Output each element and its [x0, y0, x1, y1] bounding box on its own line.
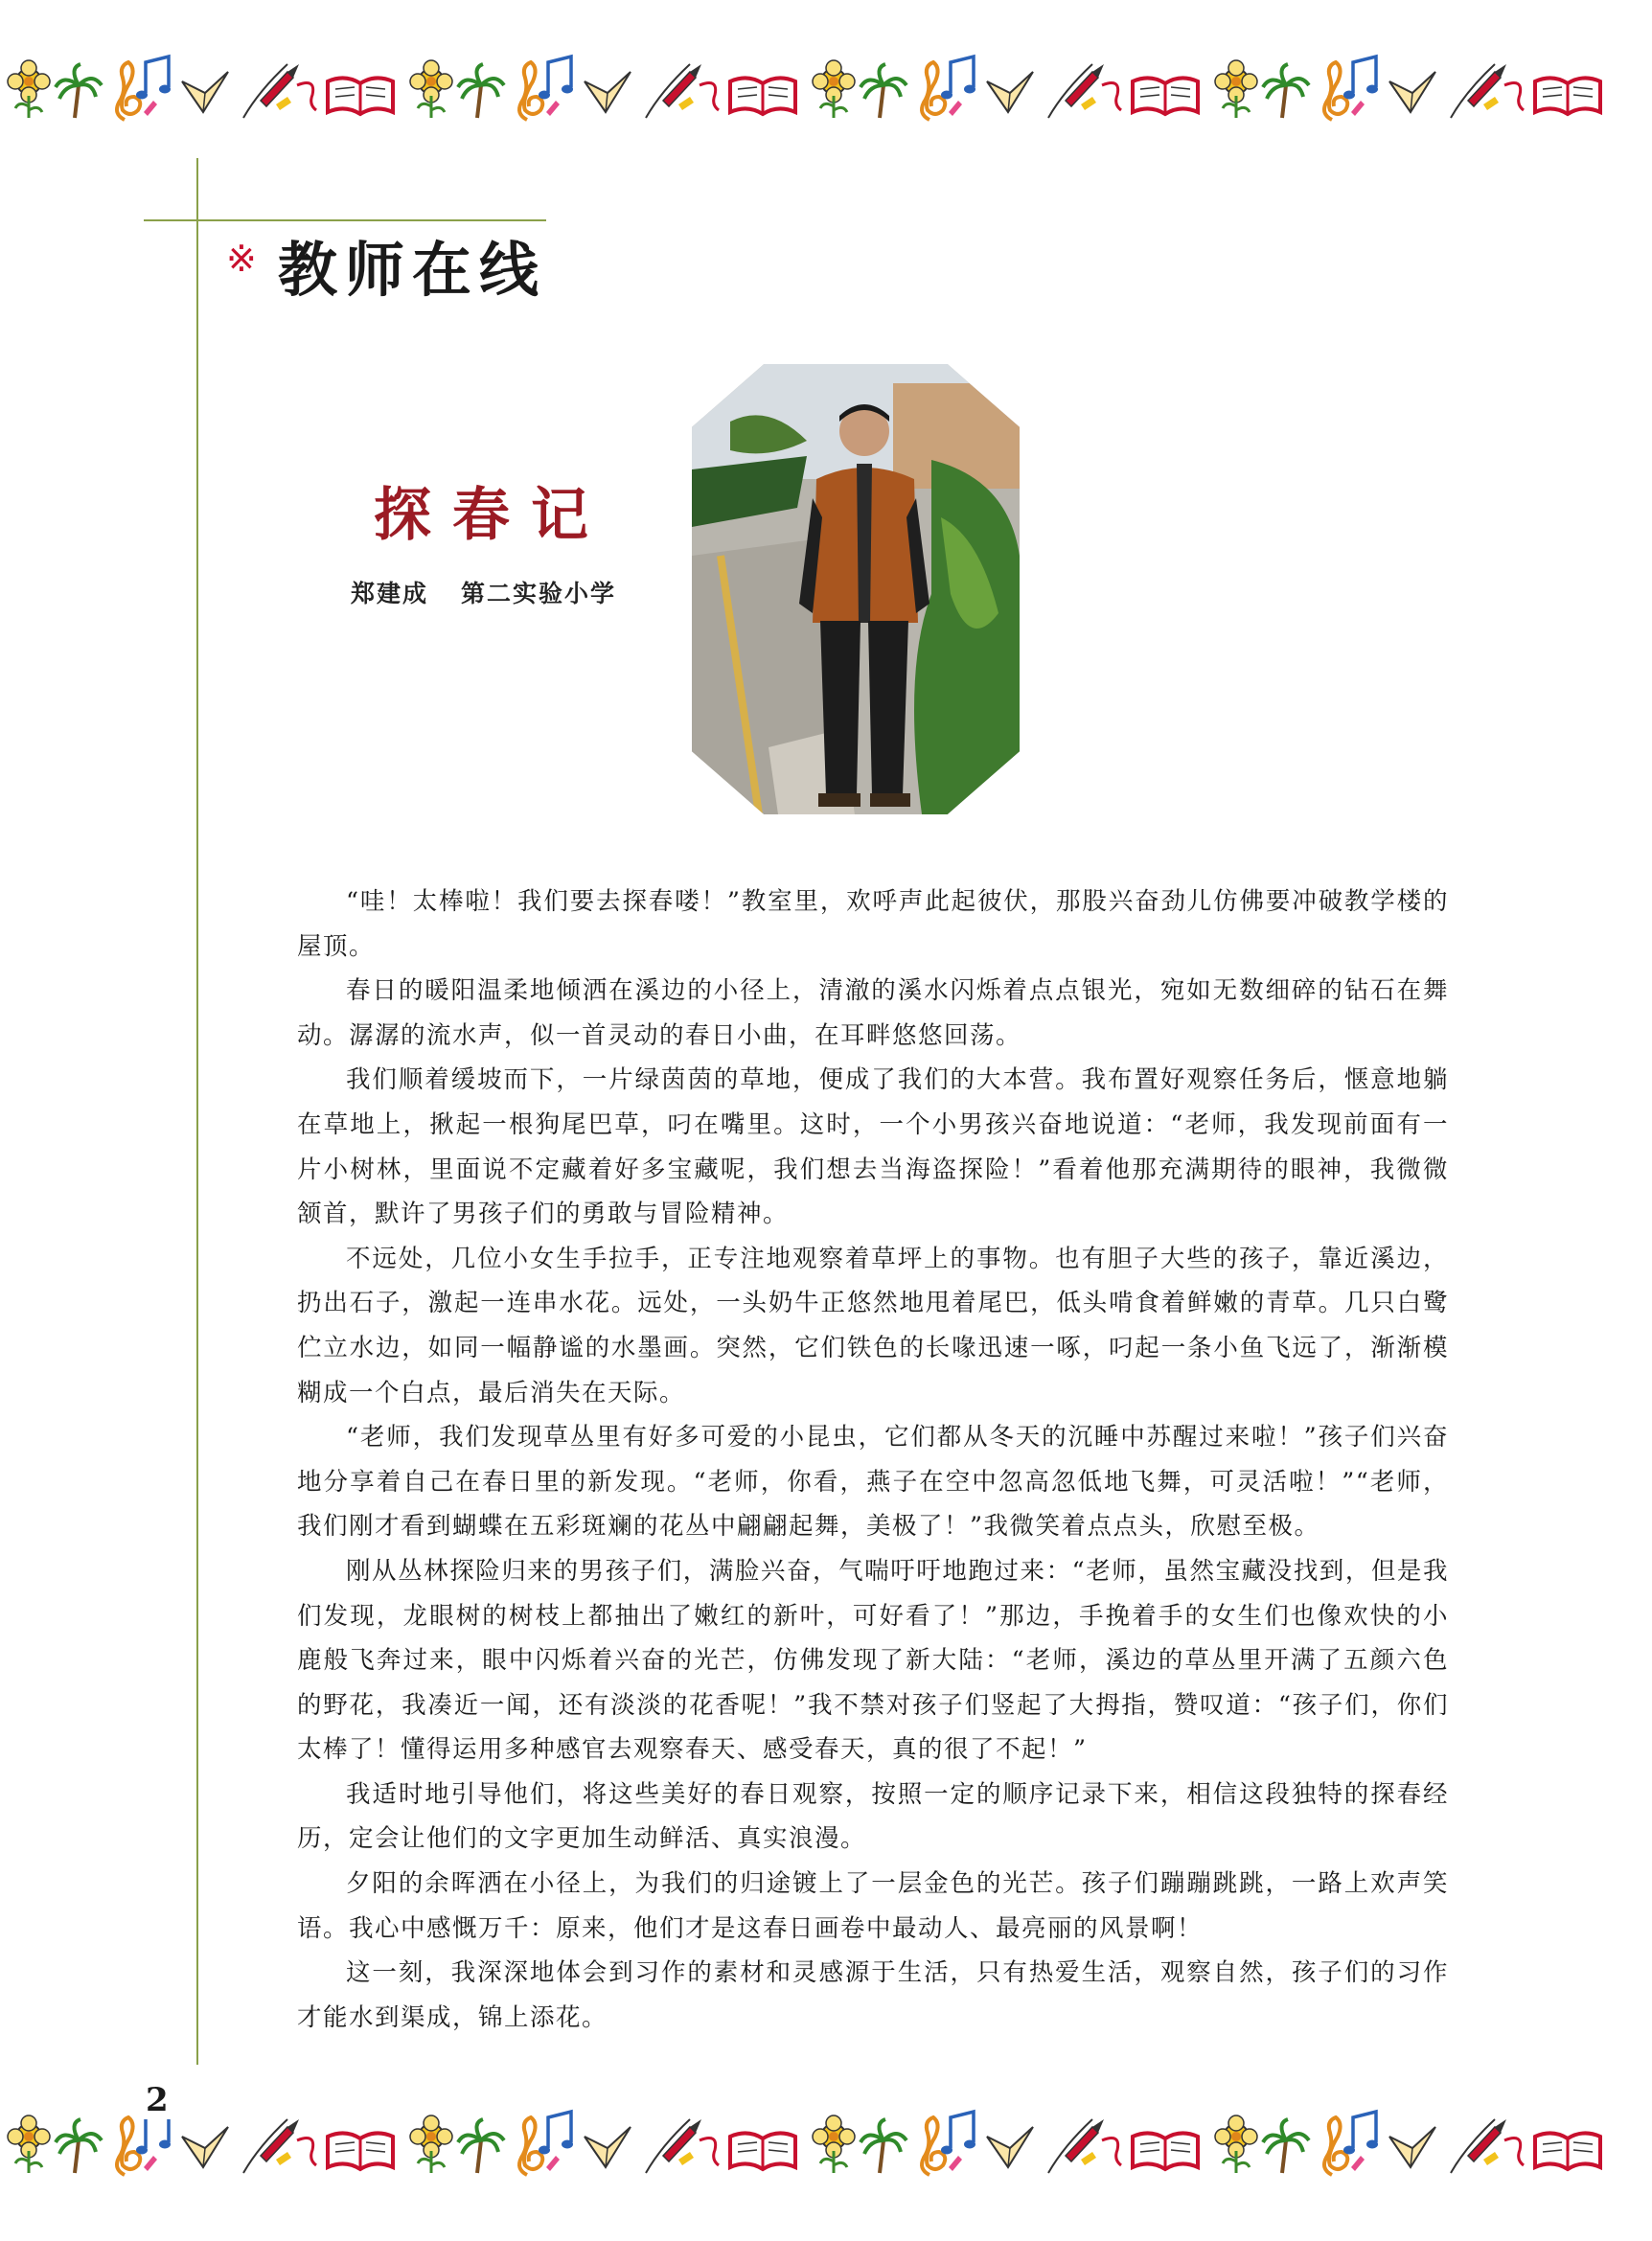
header-rule-horizontal [144, 219, 546, 221]
paragraph: “哇！太棒啦！我们要去探春喽！”教室里，欢呼声此起彼伏，那股兴奋劲儿仿佛要冲破教学楼的屋顶。 [297, 887, 1449, 961]
decorative-border-top [0, 43, 1652, 149]
author-school: 第二实验小学 [461, 580, 617, 607]
decorative-border-bottom [0, 2098, 1652, 2204]
paragraph: 我们顺着缓坡而下，一片绿茵茵的草地，便成了我们的大本营。我布置好观察任务后，惬意地躺在草地上，揪起一根狗尾巴草，叼在嘴里。这时，一个小男孩兴奋地说道：“老师，我发现前面有一片小树林，里面说不定藏着好多宝藏呢，我们想去当海盗探险！”看着他那充满期待的眼神，我微微颔首，默许了男孩子们的勇敢与冒险精神。 [297, 1065, 1449, 1229]
paragraph: 这一刻，我深深地体会到习作的素材和灵感源于生活，只有热爱生活，观察自然，孩子们的习作才能水到渠成，锦上添花。 [297, 1958, 1449, 2032]
article-title: 探春记 [374, 482, 609, 549]
author-name: 郑建成 [351, 580, 429, 607]
author-photo [692, 364, 1020, 814]
page-number: 2 [142, 2081, 172, 2119]
article-body [297, 880, 1449, 2040]
paragraph: 夕阳的余晖洒在小径上，为我们的归途镀上了一层金色的光芒。孩子们蹦蹦跳跳，一路上欢声笑语。我心中感慨万千：原来，他们才是这春日画卷中最动人、最亮丽的风景啊！ [297, 1869, 1449, 1943]
section-title: 教师在线 [278, 235, 547, 305]
paragraph: 春日的暖阳温柔地倾洒在溪边的小径上，清澈的溪水闪烁着点点银光，宛如无数细碎的钻石在舞动。潺潺的流水声，似一首灵动的春日小曲，在耳畔悠悠回荡。 [297, 976, 1449, 1050]
paragraph: 我适时地引导他们，将这些美好的春日观察，按照一定的顺序记录下来，相信这段独特的探春经历，定会让他们的文字更加生动鲜活、真实浪漫。 [297, 1779, 1449, 1854]
margin-rule-vertical [196, 158, 198, 2065]
paragraph: 不远处，几位小女生手拉手，正专注地观察着草坪上的事物。也有胆子大些的孩子，靠近溪边，扔出石子，激起一连串水花。远处，一头奶牛正悠然地甩着尾巴，低头啃食着鲜嫩的青草。几只白鹭伫立水边，如同一幅静谧的水墨画。突然，它们铁色的长喙迅速一啄，叼起一条小鱼飞远了，渐渐模糊成一个白点，最后消失在天际。 [297, 1244, 1449, 1407]
section-mark: ※ [226, 238, 257, 280]
paragraph: 刚从丛林探险归来的男孩子们，满脸兴奋，气喘吁吁地跑过来：“老师，虽然宝藏没找到，但是我们发现，龙眼树的树枝上都抽出了嫩红的新叶，可好看了！”那边，手挽着手的女生们也像欢快的小鹿般飞奔过来，眼中闪烁着兴奋的光芒，仿佛发现了新大陆：“老师，溪边的草丛里开满了五颜六色的野花，我凑近一闻，还有淡淡的花香呢！”我不禁对孩子们竖起了大拇指，赞叹道：“孩子们，你们太棒了！懂得运用多种感官去观察春天、感受春天，真的很了不起！” [297, 1556, 1449, 1765]
paragraph: “老师，我们发现草丛里有好多可爱的小昆虫，它们都从冬天的沉睡中苏醒过来啦！”孩子们兴奋地分享着自己在春日里的新发现。“老师，你看，燕子在空中忽高忽低地飞舞，可灵活啦！”“老师，我们刚才看到蝴蝶在五彩斑斓的花丛中翩翩起舞，美极了！”我微笑着点点头，欣慰至极。 [297, 1423, 1449, 1542]
byline [351, 575, 649, 609]
